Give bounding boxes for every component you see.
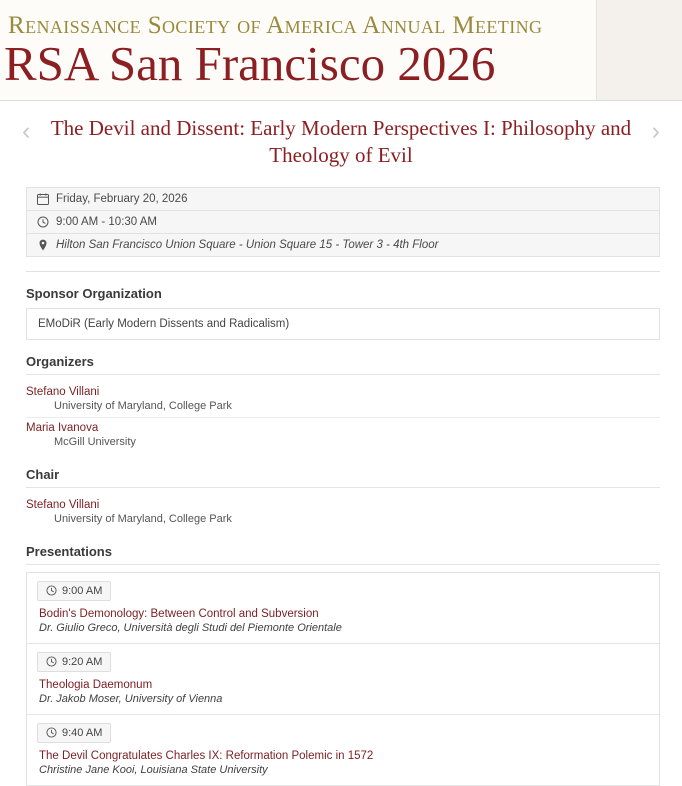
organizer-entry [26, 418, 660, 453]
session-header [0, 101, 682, 179]
presentation-time-text: 9:00 AM [62, 584, 103, 597]
banner-side-panel [596, 0, 682, 100]
next-session-icon[interactable]: › [651, 117, 660, 145]
organizer-affiliation: McGill University [54, 435, 136, 448]
presentations-section [26, 544, 660, 786]
presentation-time-badge [37, 581, 111, 601]
presentation-title[interactable]: Bodin's Demonology: Between Control and Subversion [39, 607, 319, 620]
presentation-time-badge [37, 723, 111, 743]
session-location-row [27, 234, 659, 257]
organizer-entry [26, 382, 660, 418]
presentations-heading: Presentations [26, 544, 660, 565]
chair-section [26, 467, 660, 530]
presentations-list [26, 572, 660, 786]
organizers-heading: Organizers [26, 354, 660, 375]
chair-heading: Chair [26, 467, 660, 488]
session-date-text: Friday, February 20, 2026 [56, 192, 188, 205]
presentation-time-badge [37, 652, 111, 672]
session-detail-page [0, 101, 682, 786]
session-meta-list [26, 187, 660, 257]
clock-icon [37, 216, 49, 228]
chair-name[interactable]: Stefano Villani [26, 498, 100, 511]
presentation-time-text: 9:40 AM [62, 726, 103, 739]
presentation-title[interactable]: The Devil Congratulates Charles IX: Reformation Polemic in 1572 [39, 749, 374, 762]
session-time-text: 9:00 AM - 10:30 AM [56, 215, 158, 228]
clock-icon [46, 727, 57, 738]
presentation-title[interactable]: Theologia Daemonum [39, 678, 153, 691]
previous-session-icon[interactable]: ‹ [22, 117, 31, 145]
organizer-affiliation: University of Maryland, College Park [54, 399, 232, 412]
session-location-text: Hilton San Francisco Union Square - Union Square 15 - Tower 3 - 4th Floor [56, 238, 439, 251]
chair-affiliation: University of Maryland, College Park [54, 512, 232, 525]
sponsor-section [26, 286, 660, 340]
clock-icon [46, 656, 57, 667]
banner-conference-name: Renaissance Society of America Annual Meeting [8, 12, 543, 39]
site-banner [0, 0, 682, 101]
banner-artwork [0, 0, 596, 100]
sponsor-heading: Sponsor Organization [26, 285, 162, 301]
presentation-author: Christine Jane Kooi, Louisiana State University [39, 763, 268, 776]
organizers-section [26, 354, 660, 453]
presentation-time-text: 9:20 AM [62, 655, 103, 668]
sponsor-organization: EMoDiR (Early Modern Dissents and Radicalism) [26, 308, 660, 340]
presentation-author: Dr. Giulio Greco, Università degli Studi del Piemonte Orientale [39, 621, 342, 634]
location-pin-icon [37, 239, 49, 251]
banner-event-title: RSA San Francisco 2026 [4, 36, 496, 91]
list-item [27, 644, 659, 715]
organizer-name[interactable]: Stefano Villani [26, 385, 100, 398]
session-date-row [27, 188, 659, 211]
chair-entry [26, 495, 660, 530]
presentation-author: Dr. Jakob Moser, University of Vienna [39, 692, 223, 705]
section-divider [26, 271, 660, 272]
organizer-name[interactable]: Maria Ivanova [26, 421, 99, 434]
list-item [27, 715, 659, 786]
page-title: The Devil and Dissent: Early Modern Perspectives I: Philosophy and Theology of Evil [50, 116, 632, 167]
list-item [27, 573, 659, 644]
clock-icon [46, 585, 57, 596]
calendar-icon [37, 193, 49, 205]
session-time-row [27, 211, 659, 234]
